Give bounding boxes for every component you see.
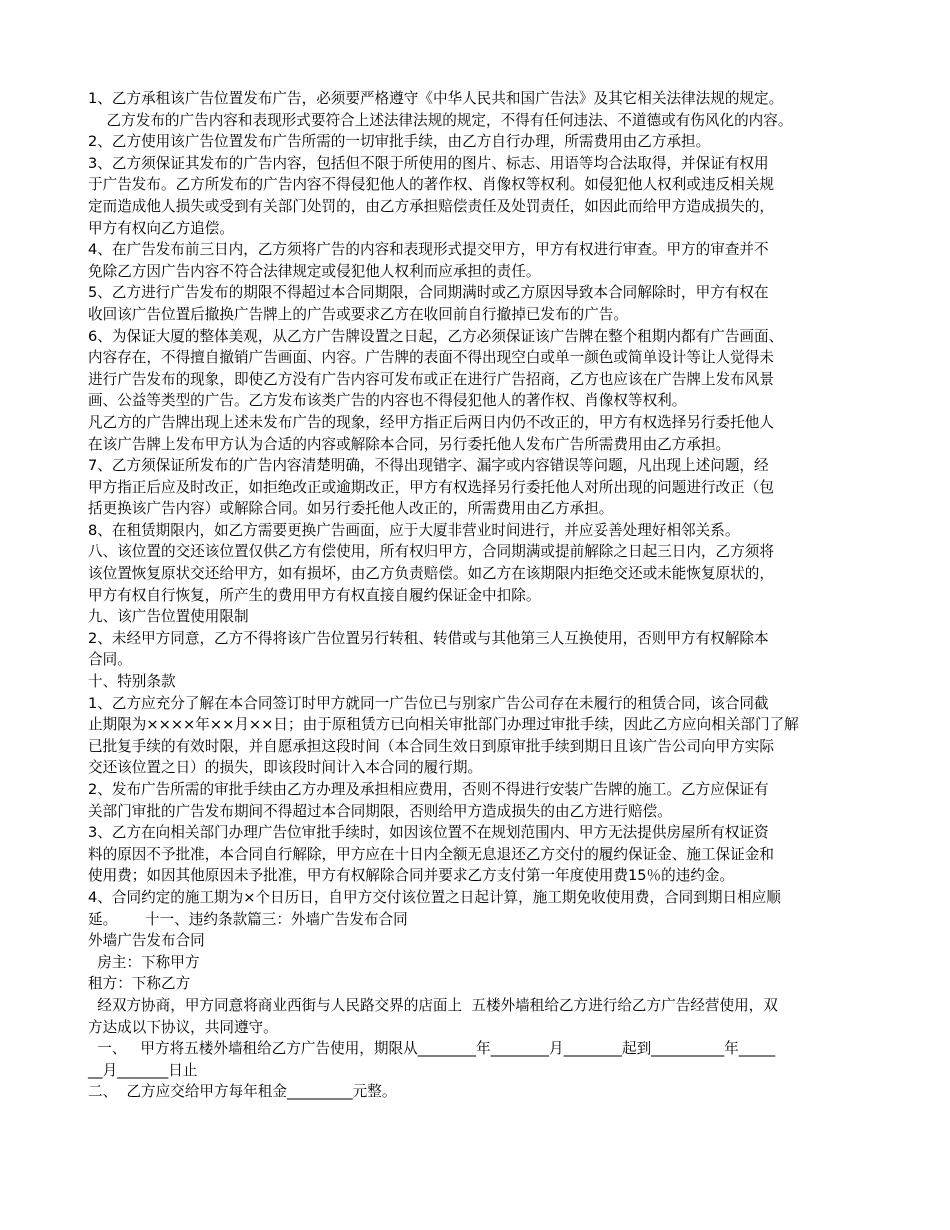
text-line: 内容存在，不得擅自撤销广告画面、内容。广告牌的表面不得出现空白或单一颜色或简单设计等让人觉得未	[88, 349, 774, 367]
text-line: 已批复手续的有效时限，并自愿承担这段时间（本合同生效日到原审批手续到期日且该广告公司向甲方实际	[88, 737, 774, 755]
text-line: 8、在租赁期限内，如乙方需要更换广告画面，应于大厦非营业时间进行，并应妥善处理好相邻关系。	[88, 521, 740, 539]
text-line: 合同。	[88, 651, 132, 669]
text-line: 使用费；如因其他原因未予批准，甲方有权解除合同并要求乙方支付第一年度使用费15％的违约金。	[88, 867, 735, 885]
section-heading: 九、该广告位置使用限制	[88, 608, 249, 626]
text-line: 料的原因不予批准，本合同自行解除，甲方应在十日内全额无息退还乙方交付的履约保证金、施工保证金和	[88, 845, 774, 863]
text-line: 定而造成他人损失或受到有关部门处罚的，由乙方承担赔偿责任及处罚责任，如因此而给甲方造成损失的，	[88, 197, 774, 215]
text-line: 进行广告发布的现象，即使乙方没有广告内容可发布或正在进行广告招商，乙方也应该在广告牌上发布风景	[88, 370, 774, 388]
text-line: 4、在广告发布前三日内，乙方须将广告的内容和表现形式提交甲方，甲方有权进行审查。甲方的审查并不	[88, 241, 769, 259]
text-line: 括更换该广告内容）或解除合同。如另行委托他人改正的，所需费用由乙方承担。	[88, 500, 614, 518]
text-line: 5、乙方进行广告发布的期限不得超过本合同期限，合同期满时或乙方原因导致本合同解除时，甲方有权在	[88, 284, 769, 302]
section-heading: 十、特别条款	[88, 673, 176, 691]
text-line: 一、 甲方将五楼外墙租给乙方广告使用，期限从________年________月________起到__________年_____	[88, 1040, 776, 1058]
text-line: 免除乙方因广告内容不符合法律规定或侵犯他人权利而应承担的责任。	[88, 262, 541, 280]
text-line: 2、乙方使用该广告位置发布广告所需的一切审批手续，由乙方自行办理，所需费用由乙方承担。	[88, 133, 711, 151]
text-line: 甲方有权自行恢复，所产生的费用甲方有权直接自履约保证金中扣除。	[88, 586, 541, 604]
text-line: 甲方有权向乙方追偿。	[88, 219, 234, 237]
text-line: 关部门审批的广告发布期间不得超过本合同期限，否则给甲方造成损失的由乙方进行赔偿。	[88, 802, 672, 820]
text-line: 7、乙方须保证所发布的广告内容清楚明确，不得出现错字、漏字或内容错误等问题，凡出现上述问题，经	[88, 457, 769, 475]
text-line: 1、乙方应充分了解在本合同签订时甲方就同一广告位已与别家广告公司存在未履行的租赁合同，该合同截	[88, 694, 769, 712]
text-line: 经双方协商，甲方同意将商业西街与人民路交界的店面上 五楼外墙租给乙方进行给乙方广告经营使用，双	[88, 996, 778, 1014]
text-line: 延。 十一、违约条款篇三：外墙广告发布合同	[88, 910, 408, 928]
text-line: 在该广告牌上发布甲方认为合适的内容或解除本合同，另行委托他人发布广告所需费用由乙方承担。	[88, 435, 731, 453]
text-line: 二、 乙方应交给甲方每年租金_________元整。	[88, 1083, 397, 1101]
text-line: __月_______日止	[88, 1061, 198, 1079]
text-line: 2、未经甲方同意，乙方不得将该广告位置另行转租、转借或与其他第三人互换使用，否则甲方有权解除本	[88, 629, 769, 647]
text-line: 交还该位置之日）的损失，即该段时间计入本合同的履行期。	[88, 759, 483, 777]
text-line: 于广告发布。乙方所发布的广告内容不得侵犯他人的著作权、肖像权等权利。如侵犯他人权利或违反相关规	[88, 176, 774, 194]
text-line: 画、公益等类型的广告。乙方发布该类广告的内容也不得侵犯他人的著作权、肖像权等权利。	[88, 392, 687, 410]
text-line: 方达成以下协议，共同遵守。	[88, 1018, 278, 1036]
contract-title: 外墙广告发布合同	[88, 932, 205, 950]
text-line: 6、为保证大厦的整体美观，从乙方广告牌设置之日起，乙方必须保证该广告牌在整个租期内都有广告画面、	[88, 327, 784, 345]
text-line: 甲方指正后应及时改正，如拒绝改正或逾期改正，甲方有权选择另行委托他人对所出现的问题进行改正（包	[88, 478, 774, 496]
text-line: 止期限为××××年××月××日；由于原租赁方已向相关审批部门办理过审批手续，因此乙方应向相关部门了解	[88, 716, 799, 734]
party-b-line: 租方：下称乙方	[88, 975, 191, 993]
text-line: 4、合同约定的施工期为×个日历日，自甲方交付该位置之日起计算，施工期免收使用费，合同到期日相应顺	[88, 888, 781, 906]
text-line: 3、乙方在向相关部门办理广告位审批手续时，如因该位置不在规划范围内、甲方无法提供房屋所有权证资	[88, 824, 769, 842]
text-line: 乙方发布的广告内容和表现形式要符合上述法律法规的规定，不得有任何违法、不道德或有伤风化的内容。	[88, 111, 793, 129]
text-line: 3、乙方须保证其发布的广告内容，包括但不限于所使用的图片、标志、用语等均合法取得，并保证有权用	[88, 154, 769, 172]
text-line: 该位置恢复原状交还给甲方，如有损坏，由乙方负责赔偿。如乙方在该期限内拒绝交还或未能恢复原状的，	[88, 565, 774, 583]
party-a-line: 房主：下称甲方	[88, 953, 200, 971]
text-line: 凡乙方的广告牌出现上述未发布广告的现象，经甲方指正后两日内仍不改正的，甲方有权选择另行委托他人	[88, 413, 774, 431]
text-line: 八、该位置的交还该位置仅供乙方有偿使用，所有权归甲方，合同期满或提前解除之日起三日内，乙方须将	[88, 543, 774, 561]
text-line: 收回该广告位置后撤换广告牌上的广告或要求乙方在收回前自行撤掉已发布的广告。	[88, 305, 628, 323]
text-line: 1、乙方承租该广告位置发布广告，必须要严格遵守《中华人民共和国广告法》及其它相关法律法规的规定。	[88, 90, 784, 107]
text-line: 2、发布广告所需的审批手续由乙方办理及承担相应费用，否则不得进行安装广告牌的施工。乙方应保证有	[88, 781, 769, 798]
